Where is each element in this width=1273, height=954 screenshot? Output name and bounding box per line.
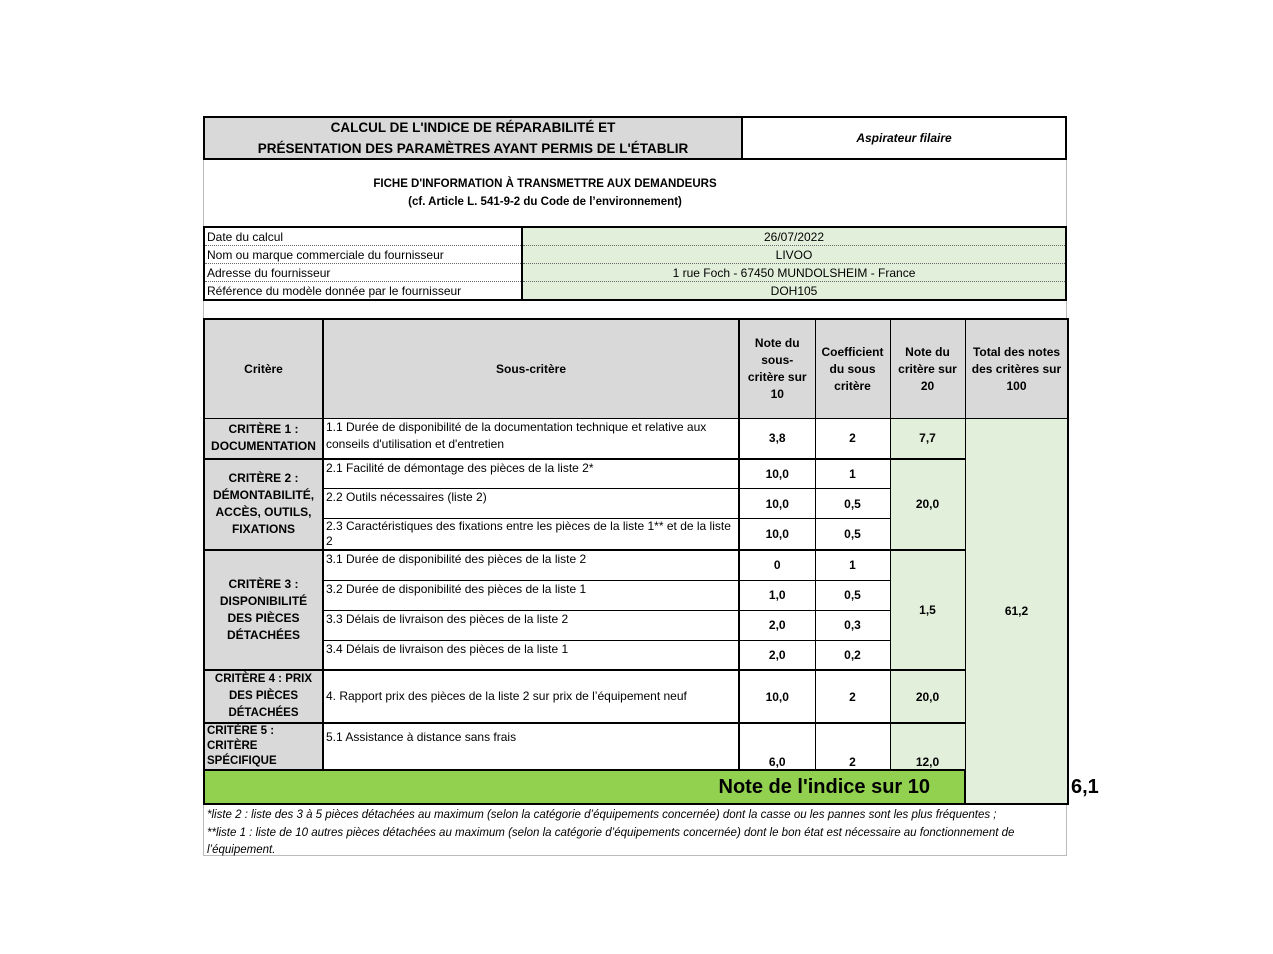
col-critere: Critère: [204, 319, 323, 419]
footnote-1: *liste 2 : liste des 3 à 5 pièces détachées au maximum (selon la catégorie d’équipements concernée) dont la casse ou les pannes sont les plus fréquentes ;: [207, 809, 997, 821]
criterion-score: 20,0: [890, 670, 965, 723]
sub-note: 10,0: [739, 519, 815, 551]
sub-coef: 2: [815, 723, 890, 770]
title-line-1: CALCUL DE L'INDICE DE RÉPARABILITÉ ET: [330, 120, 616, 135]
footnotes: [203, 805, 1067, 856]
sub-coef: 2: [815, 419, 890, 459]
repairability-sheet: [203, 116, 1099, 856]
sub-coef: 0,5: [815, 489, 890, 519]
info-value: 1 rue Foch - 67450 MUNDOLSHEIM - France: [522, 264, 1066, 282]
info-row: [204, 264, 1066, 282]
sub-criterion: 3.4 Délais de livraison des pièces de la liste 1: [323, 640, 739, 670]
sub-coef: 1: [815, 459, 890, 489]
total-score: 61,2: [965, 419, 1068, 805]
title-line-2: PRÉSENTATION DES PARAMÈTRES AYANT PERMIS DE L'ÉTABLIR: [257, 141, 689, 156]
sub-criterion: 3.3 Délais de livraison des pièces de la liste 2: [323, 610, 739, 640]
col-note-sous: Note du sous-critère sur 10: [739, 319, 815, 419]
sub-note: 2,0: [739, 610, 815, 640]
sheet-title: [205, 118, 743, 158]
fiche-line-1: FICHE D'INFORMATION À TRANSMETTRE AUX DEMANDEURS: [373, 178, 717, 190]
sub-note: 6,0: [739, 723, 815, 770]
sub-note: 1,0: [739, 580, 815, 610]
sub-coef: 1: [815, 550, 890, 580]
info-row: [204, 227, 1066, 246]
info-value: LIVOO: [522, 246, 1066, 264]
sub-coef: 0,5: [815, 580, 890, 610]
final-row: Note de l'indice sur 10 6,1: [204, 770, 1068, 804]
sub-criterion: 2.2 Outils nécessaires (liste 2): [323, 489, 739, 519]
sub-note: 10,0: [739, 459, 815, 489]
criterion-1: CRITÈRE 1 : DOCUMENTATION: [204, 419, 323, 459]
criterion-score: 1,5: [890, 550, 965, 670]
sub-coef: 0,5: [815, 519, 890, 551]
criterion-score: 7,7: [890, 419, 965, 459]
sub-criterion: 5.1 Assistance à distance sans frais: [323, 723, 739, 770]
sub-criterion: 3.1 Durée de disponibilité des pièces de la liste 2: [323, 550, 739, 580]
table-row: [204, 419, 1068, 459]
sub-coef: 0,3: [815, 610, 890, 640]
sub-note: 0: [739, 550, 815, 580]
info-value: 26/07/2022: [522, 227, 1066, 246]
sub-note: 10,0: [739, 489, 815, 519]
info-label: Nom ou marque commerciale du fournisseur: [204, 246, 522, 264]
sub-criterion: 2.3 Caractéristiques des fixations entre les pièces de la liste 1** et de la liste 2: [323, 519, 739, 551]
sub-criterion: 1.1 Durée de disponibilité de la documentation technique et relative aux conseils d'utilisation et d'entretien: [323, 419, 739, 459]
criterion-score: 12,0: [890, 723, 965, 770]
criterion-3: CRITÈRE 3 : DISPONIBILITÉ DES PIÈCES DÉTACHÉES: [204, 550, 323, 670]
sub-note: 3,8: [739, 419, 815, 459]
criterion-5: CRITÈRE 5 : CRITÈRE SPÉCIFIQUE: [204, 723, 323, 770]
sub-note: 10,0: [739, 670, 815, 723]
info-row: [204, 246, 1066, 264]
criterion-score: 20,0: [890, 459, 965, 551]
info-label: Référence du modèle donnée par le fournisseur: [204, 282, 522, 301]
sub-note: 2,0: [739, 640, 815, 670]
table-row: [204, 459, 1068, 489]
sub-criterion: 2.1 Facilité de démontage des pièces de la liste 2*: [323, 459, 739, 489]
table-row: [204, 550, 1068, 580]
info-row: [204, 282, 1066, 301]
product-type: Aspirateur filaire: [856, 131, 952, 145]
fiche-info: [203, 160, 1067, 226]
table-row: [204, 670, 1068, 723]
col-total: Total des notes des critères sur 100: [965, 319, 1068, 419]
supplier-info-table: [203, 226, 1067, 301]
info-label: Date du calcul: [204, 227, 522, 246]
footnote-2: **liste 1 : liste de 10 autres pièces détachées au maximum (selon la catégorie d’équipements concernée) dont le bon état est nécessaire au fonctionnement de l’équipement.: [207, 826, 1015, 856]
criterion-2: CRITÈRE 2 : DÉMONTABILITÉ, ACCÈS, OUTILS, FIXATIONS: [204, 459, 323, 551]
sub-criterion: 3.2 Durée de disponibilité des pièces de la liste 1: [323, 580, 739, 610]
sheet-header: [203, 116, 1067, 160]
criteria-header-row: [204, 319, 1068, 419]
info-label: Adresse du fournisseur: [204, 264, 522, 282]
sub-criterion: 4. Rapport prix des pièces de la liste 2 sur prix de l’équipement neuf: [323, 670, 739, 723]
col-note-crit: Note du critère sur 20: [890, 319, 965, 419]
fiche-line-2: (cf. Article L. 541-9-2 du Code de l’environnement): [408, 196, 682, 208]
criteria-table: [203, 318, 1099, 805]
sub-coef: 2: [815, 670, 890, 723]
col-coef: Coefficient du sous critère: [815, 319, 890, 419]
info-value: DOH105: [522, 282, 1066, 301]
final-label: Note de l'indice sur 10: [204, 770, 965, 804]
table-row: [204, 723, 1068, 770]
criterion-4: CRITÈRE 4 : PRIX DES PIÈCES DÉTACHÉES: [204, 670, 323, 723]
sub-coef: 0,2: [815, 640, 890, 670]
spacer: [203, 301, 1067, 318]
col-sous-critere: Sous-critère: [323, 319, 739, 419]
